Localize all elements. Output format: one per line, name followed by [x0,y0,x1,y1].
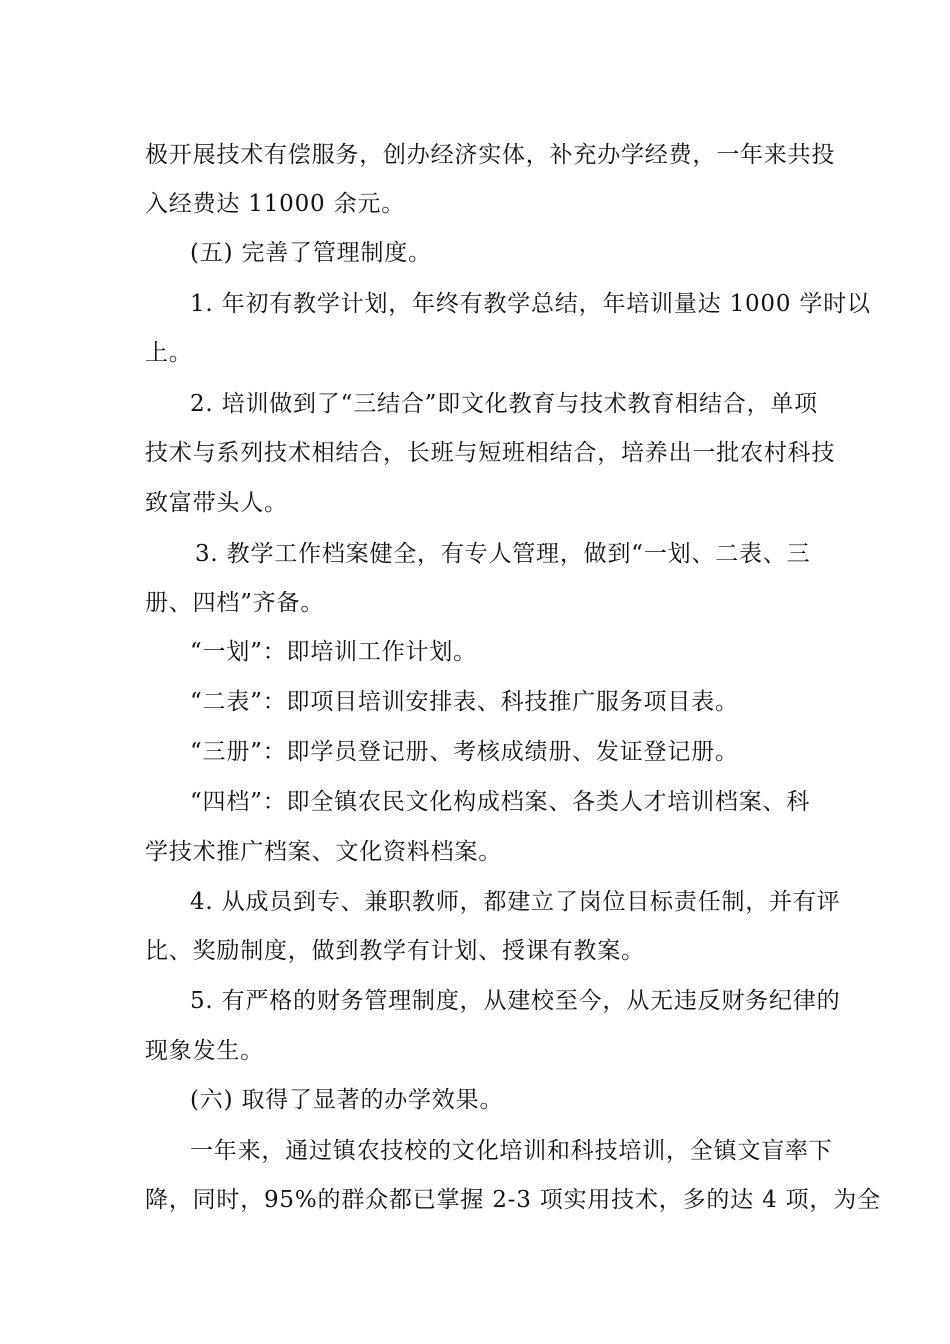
text-line: 2. 培训做到了“三结合”即文化教育与技术教育相结合，单项 [190,391,818,417]
text-line: 学技术推广档案、文化资料档案。 [145,839,502,865]
text-line: 极开展技术有偿服务，创办经济实体，补充办学经费，一年来共投 [145,142,836,168]
text-line: 5. 有严格的财务管理制度，从建校至今，从无违反财务纪律的 [190,988,841,1014]
text-line: 致富带头人。 [145,490,288,516]
text-line: “三册”：即学员登记册、考核成绩册、发证登记册。 [190,739,739,765]
text-line: 4. 从成员到专、兼职教师，都建立了岗位目标责任制，并有评 [190,889,841,915]
text-line: “一划”：即培训工作计划。 [190,639,477,665]
text-line: 技术与系列技术相结合，长班与短班相结合，培养出一批农村科技 [145,440,836,466]
text-line: 降，同时，95%的群众都已掌握 2-3 项实用技术，多的达 4 项，为全 [145,1187,881,1213]
text-line: 册、四档”齐备。 [145,590,325,616]
text-line: 3. 教学工作档案健全，有专人管理，做到“一划、二表、三 [195,541,811,567]
text-line: 一年来，通过镇农技校的文化培训和科技培训，全镇文盲率下 [190,1138,833,1164]
text-line: 现象发生。 [145,1038,264,1064]
section-heading: (五) 完善了管理制度。 [190,240,432,266]
text-line: 比、奖励制度，做到教学有计划、授课有教案。 [145,938,645,964]
section-heading: (六) 取得了显著的办学效果。 [190,1087,504,1113]
text-line: 入经费达 11000 余元。 [145,191,405,217]
text-line: 上。 [145,340,193,366]
text-line: “四档”：即全镇农民文化构成档案、各类人才培训档案、科 [190,789,811,815]
text-line: 1. 年初有教学计划，年终有教学总结，年培训量达 1000 学时以 [190,291,871,317]
text-line: “二表”：即项目培训安排表、科技推广服务项目表。 [190,689,739,715]
